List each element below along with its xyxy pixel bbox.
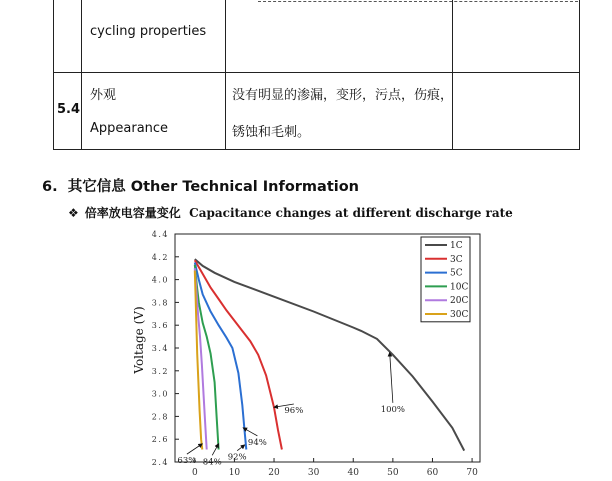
y-tick-label: 4.2 [151,252,169,262]
section-number: 6. [42,179,58,195]
diamond-bullet-icon: ❖ [68,206,79,220]
y-tick-label: 3.4 [151,344,169,353]
annotation-label: 63% [177,456,197,467]
x-tick-label: 50 [387,468,399,478]
appearance-label-cn: 外观 [90,88,117,103]
legend-label-3c: 3C [450,254,463,265]
annotation-label: 94% [247,437,267,448]
legend-label-30c: 30C [450,310,469,320]
legend-label-20c: 20C [450,296,469,307]
x-tick-label: 20 [268,468,280,478]
y-tick-label: 4.0 [151,275,169,285]
cycling-properties-text: cycling properties [90,24,207,39]
y-tick-label: 4.4 [151,230,169,239]
appearance-requirement-line2: 锈蚀和毛刺。 [232,125,311,140]
annotation-label: 96% [284,405,304,416]
y-tick-label: 2.8 [151,412,169,422]
annotation-arrow [187,444,202,454]
y-tick-label: 2.6 [151,435,169,445]
x-tick-label: 30 [307,468,320,478]
series-line-3c [195,260,282,449]
y-tick-label: 3.2 [151,366,169,376]
y-axis-label: Voltage (V) [132,306,146,374]
annotation-label: 92% [227,452,247,463]
annotation-arrow [390,353,393,403]
legend-label-1c: 1C [450,241,463,251]
x-tick-label: 70 [466,468,478,478]
x-tick-label: 40 [347,468,359,478]
subsection-title-cn: 倍率放电容量变化 [84,206,181,220]
chart-legend [421,237,470,322]
x-tick-label: 10 [228,468,241,478]
y-tick-label: 2.4 [151,458,169,467]
annotation-label: 84% [202,457,222,468]
annotation-label: 100% [380,404,406,415]
chart-annotations [177,353,405,468]
annotation-arrow [237,445,245,451]
x-tick-label: 60 [426,468,439,478]
y-tick-label: 3.8 [151,298,169,308]
x-tick-label: 0 [191,468,198,478]
subsection-title-en: Capacitance changes at different discharge rate [189,206,513,220]
y-tick-label: 3.0 [151,389,169,399]
series-line-5c [195,263,247,450]
section-title: 其它信息 Other Technical Information [67,179,360,195]
appearance-requirement-line1: 没有明显的渗漏，变形，污点，伤痕， [232,88,454,103]
legend-label-10c: 10C [450,282,469,293]
legend-label-5c: 5C [450,268,463,279]
y-tick-label: 3.6 [151,321,169,331]
row-number: 5.4 [57,102,81,117]
appearance-label-en: Appearance [90,121,169,136]
